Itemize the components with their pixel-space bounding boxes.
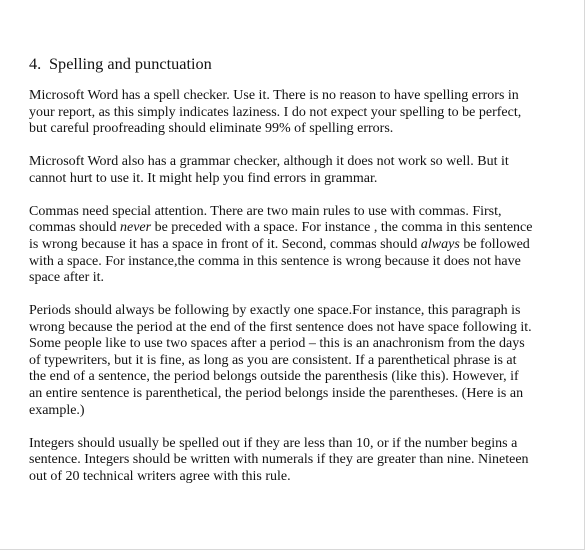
text-segment: is wrong because it has a space in front of it. Second, commas should bbox=[29, 236, 421, 252]
body-paragraph bbox=[29, 88, 549, 138]
paragraph-line bbox=[29, 386, 549, 403]
text-segment: Periods should always be following by exactly one space.For instance, this paragraph is bbox=[29, 303, 521, 319]
text-segment: an entire sentence is parenthetical, the period belongs inside the parentheses. (Here is an bbox=[29, 386, 524, 402]
body-paragraph bbox=[29, 303, 549, 419]
text-segment: with a space. For instance,the comma in this sentence is wrong because it does not have bbox=[29, 253, 521, 269]
text-segment: cannot hurt to use it. It might help you find errors in grammar. bbox=[29, 170, 378, 186]
paragraph-line bbox=[29, 171, 549, 188]
section-number: 4. bbox=[29, 54, 42, 73]
paragraph-line bbox=[29, 369, 549, 386]
document-body bbox=[29, 54, 549, 502]
text-segment: but careful proofreading should eliminate 99% of spelling errors. bbox=[29, 121, 394, 137]
paragraph-line bbox=[29, 336, 549, 353]
paragraph-line bbox=[29, 204, 549, 221]
paragraph-line bbox=[29, 452, 549, 469]
body-paragraph bbox=[29, 436, 549, 486]
text-segment: of typewriters, but it is fine, as long as you are consistent. If a parenthetical phrase is at bbox=[29, 352, 517, 368]
text-segment: the end of a sentence, the period belongs outside the parenthesis (like this). However, if bbox=[29, 369, 519, 385]
text-segment: Microsoft Word also has a grammar checker, although it does not work so well. But it bbox=[29, 154, 509, 170]
text-segment: Commas need special attention. There are two main rules to use with commas. First, bbox=[29, 203, 502, 219]
paragraph-line bbox=[29, 303, 549, 320]
paragraph-line bbox=[29, 270, 549, 287]
text-segment: wrong because the period at the end of the first sentence does not have space following it. bbox=[29, 319, 532, 335]
section-title: Spelling and punctuation bbox=[49, 54, 212, 73]
paragraph-line bbox=[29, 237, 549, 254]
paragraph-line bbox=[29, 121, 549, 138]
paragraph-line bbox=[29, 353, 549, 370]
text-segment: example.) bbox=[29, 402, 85, 418]
text-segment: your report, as this simply indicates laziness. I do not expect your spelling to be perfect, bbox=[29, 104, 522, 120]
text-segment: out of 20 technical writers agree with this rule. bbox=[29, 468, 291, 484]
body-paragraph bbox=[29, 154, 549, 187]
text-segment: space after it. bbox=[29, 270, 105, 286]
paragraph-list bbox=[29, 88, 549, 485]
emphasized-text: never bbox=[120, 220, 152, 236]
paragraph-line bbox=[29, 88, 549, 105]
text-segment: be followed bbox=[459, 236, 530, 252]
paragraph-line bbox=[29, 220, 549, 237]
text-segment: commas should bbox=[29, 220, 120, 236]
text-segment: Some people like to use two spaces after a period – this is an anachronism from the days bbox=[29, 336, 525, 352]
paragraph-line bbox=[29, 403, 549, 420]
text-segment: Integers should usually be spelled out if they are less than 10, or if the number begins a bbox=[29, 435, 518, 451]
paragraph-line bbox=[29, 469, 549, 486]
section-heading bbox=[29, 54, 549, 74]
paragraph-line bbox=[29, 254, 549, 271]
paragraph-line bbox=[29, 154, 549, 171]
body-paragraph bbox=[29, 204, 549, 287]
paragraph-line bbox=[29, 105, 549, 122]
emphasized-text: always bbox=[420, 236, 460, 252]
text-segment: sentence. Integers should be written with numerals if they are greater than nine. Nineteen bbox=[29, 452, 529, 468]
paragraph-line bbox=[29, 436, 549, 453]
text-segment: be preceded with a space. For instance , the comma in this sentence bbox=[151, 220, 533, 236]
text-segment: Microsoft Word has a spell checker. Use it. There is no reason to have spelling errors in bbox=[29, 88, 519, 103]
paragraph-line bbox=[29, 320, 549, 337]
